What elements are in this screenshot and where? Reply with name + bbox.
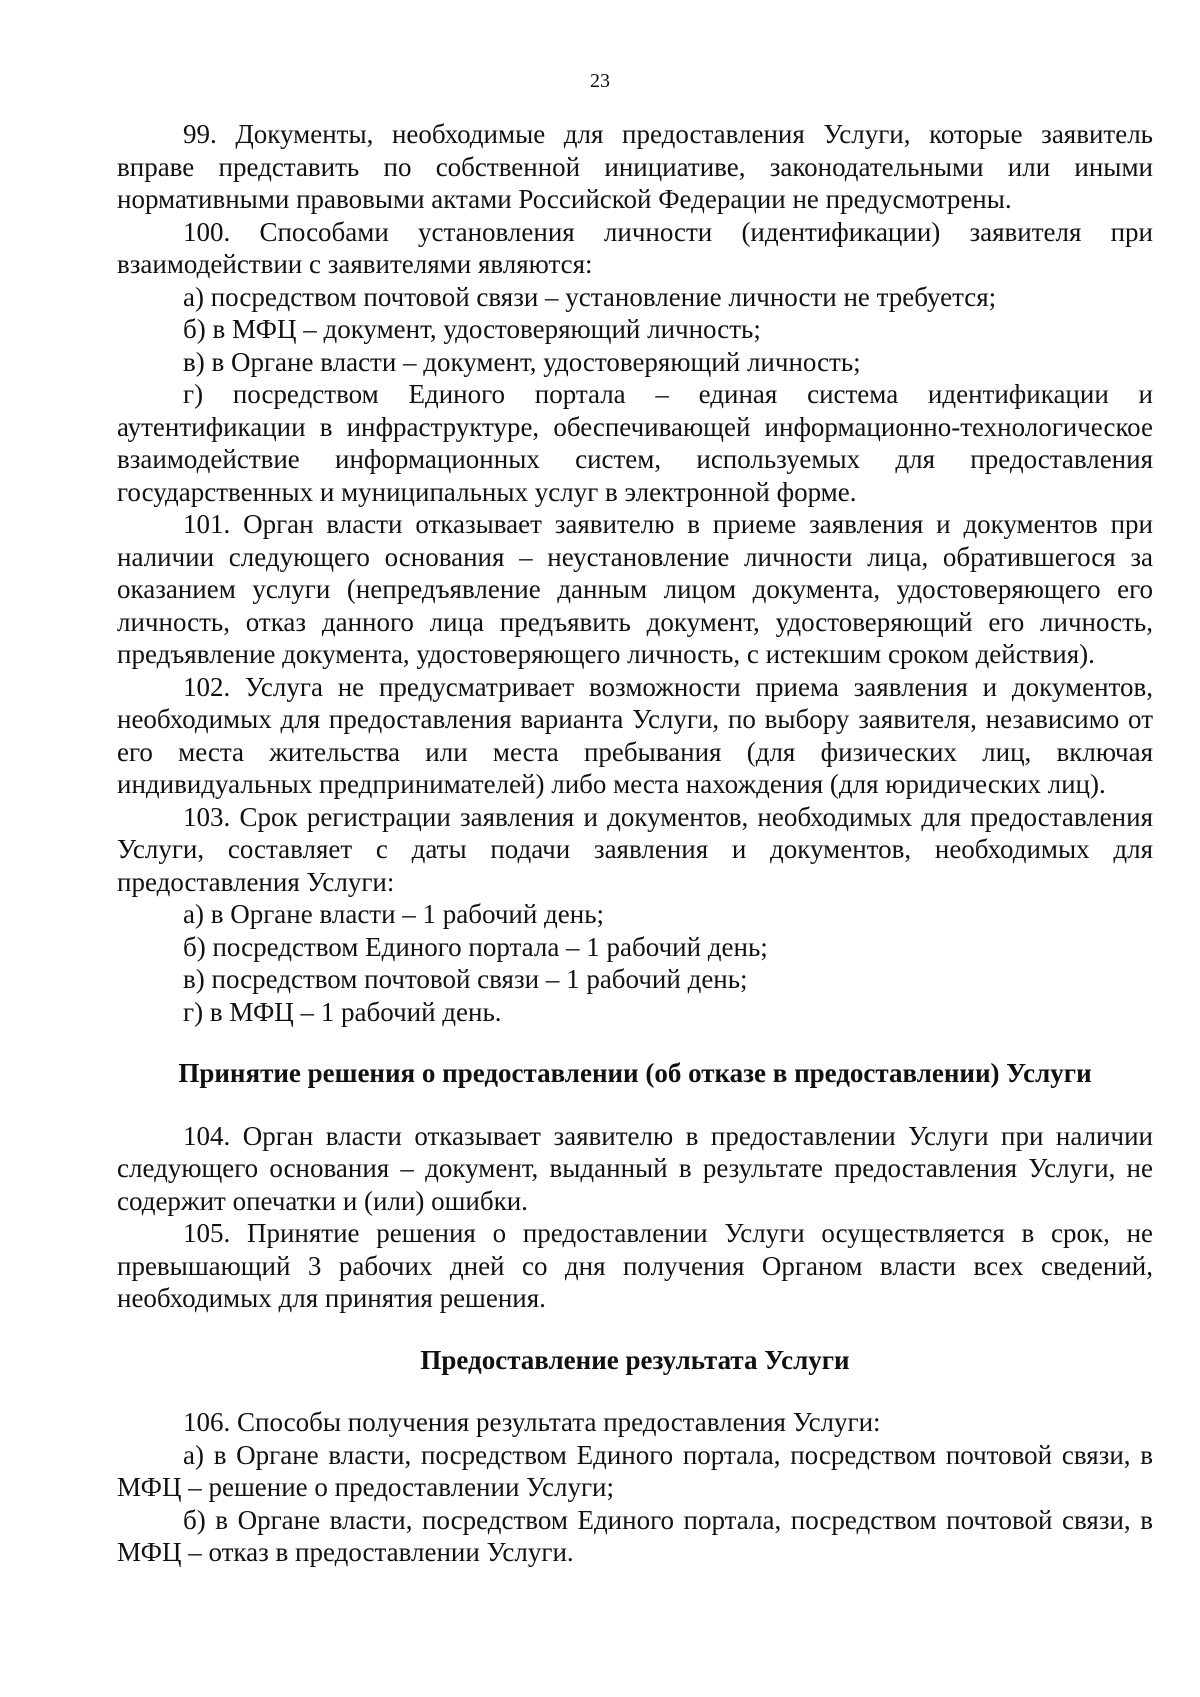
paragraph-103: 103. Срок регистрации заявления и документов, необходимых для предоставления Услуги, составляет с даты подачи заявления и документов, необходимых для предоставления Услуги: (117, 801, 1153, 897)
paragraph-103-item-v: в) посредством почтовой связи – 1 рабочий день; (183, 964, 748, 994)
paragraph-100-item-b: б) в МФЦ – документ, удостоверяющий личность; (183, 314, 761, 344)
document-body (117, 118, 1153, 1569)
page-number: 23 (590, 70, 610, 92)
paragraph-101: 101. Орган власти отказывает заявителю в приеме заявления и документов при наличии следующего основания – неустановление личности лица, обратившегося за оказанием услуги (непредъявление данным лицом документа, удостоверяющего его личность, отказ данного лица предъявить документ, удостоверяющий его личность, предъявление документа, удостоверяющего личность, с истекшим сроком действия). (117, 509, 1153, 669)
paragraph-106-item-a: а) в Органе власти, посредством Единого портала, посредством почтовой связи, в МФЦ – решение о предоставлении Услуги; (117, 1439, 1153, 1502)
paragraph-106-item-b: б) в Органе власти, посредством Единого портала, посредством почтовой связи, в МФЦ – отказ в предоставлении Услуги. (117, 1504, 1153, 1567)
section-heading-result: Предоставление результата Услуги (420, 1344, 850, 1375)
paragraph-103-item-g: г) в МФЦ – 1 рабочий день. (183, 996, 502, 1027)
paragraph-105: 105. Принятие решения о предоставлении Услуги осуществляется в срок, не превышающий 3 рабочих дней со дня получения Органом власти всех сведений, необходимых для принятия решения. (117, 1218, 1153, 1313)
paragraph-102: 102. Услуга не предусматривает возможности приема заявления и документов, необходимых для предоставления варианта Услуги, по выбору заявителя, независимо от его места жительства или места пребывания (для физических лиц, включая индивидуальных предпринимателей) либо места нахождения (для юридических лиц). (117, 671, 1153, 799)
paragraph-104: 104. Орган власти отказывает заявителю в предоставлении Услуги при наличии следующего основания – документ, выданный в результате предоставления Услуги, не содержит опечатки и (или) ошибки. (117, 1120, 1153, 1216)
paragraph-103-item-b: б) посредством Единого портала – 1 рабочий день; (183, 931, 768, 962)
section-heading-decision: Принятие решения о предоставлении (об отказе в предоставлении) Услуги (178, 1058, 1092, 1088)
paragraph-100-item-v: в) в Органе власти – документ, удостоверяющий личность; (183, 346, 861, 377)
paragraph-99: 99. Документы, необходимые для предоставления Услуги, которые заявитель вправе представить по собственной инициативе, законодательными или иными нормативными правовыми актами Российской Федерации не предусмотрены. (117, 119, 1153, 214)
paragraph-100-item-g: г) посредством Единого портала – единая система идентификации и аутентификации в инфраструктуре, обеспечивающей информационно-технологическое взаимодействие информационных систем, используемых для предоставления государственных и муниципальных услуг в электронной форме. (117, 379, 1153, 507)
paragraph-100: 100. Способами установления личности (идентификации) заявителя при взаимодействии с заявителями являются: (117, 216, 1153, 279)
paragraph-103-item-a: а) в Органе власти – 1 рабочий день; (183, 899, 605, 929)
paragraph-106: 106. Способы получения результата предоставления Услуги: (183, 1407, 881, 1437)
paragraph-100-item-a: а) посредством почтовой связи – установление личности не требуется; (183, 281, 997, 312)
